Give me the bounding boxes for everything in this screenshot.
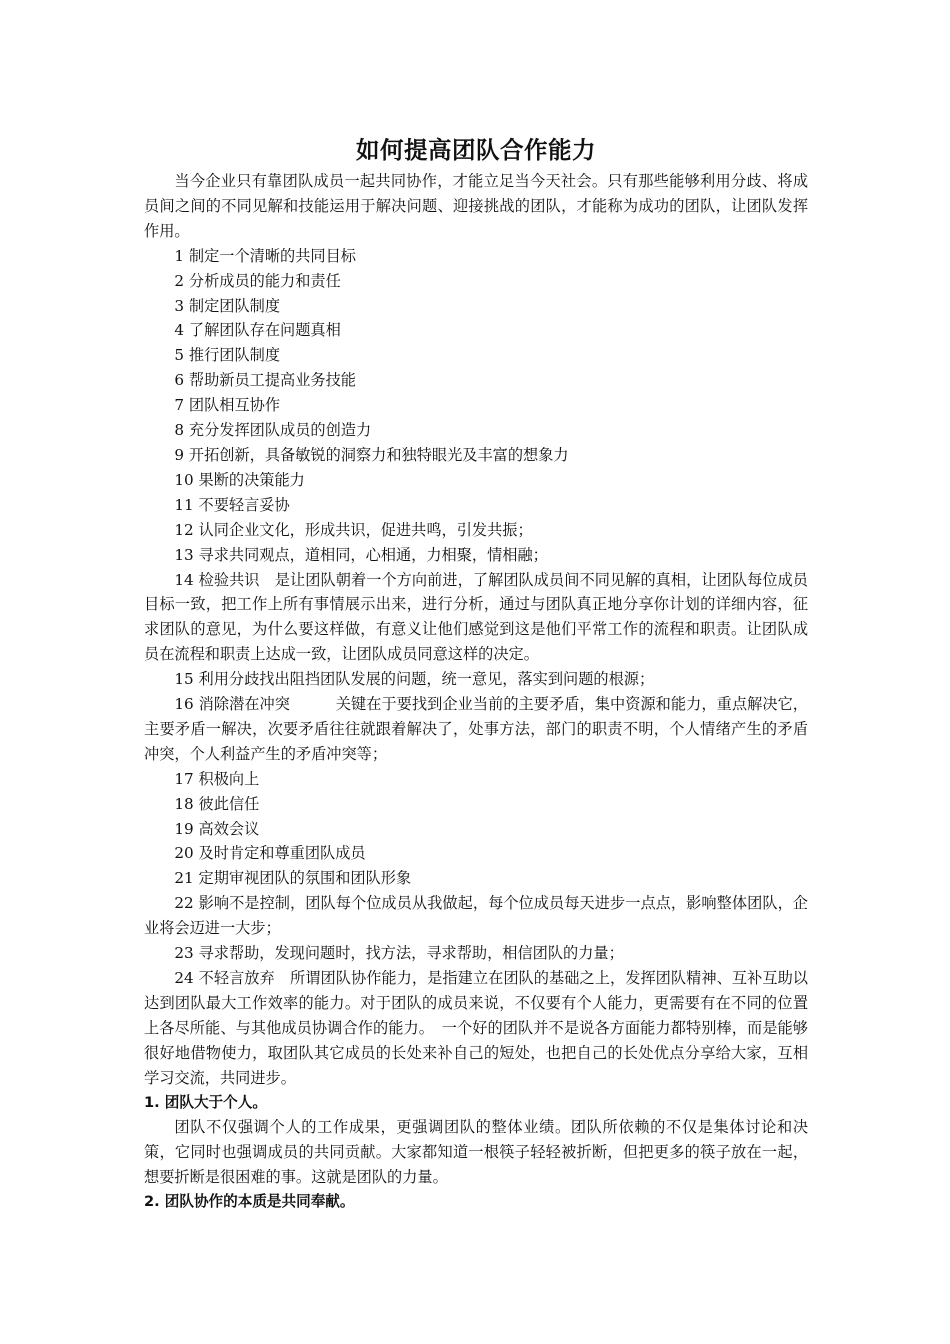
list-item-24-paragraph: 24 不轻言放弃 所谓团队协作能力，是指建立在团队的基础之上，发挥团队精神、互补互助以达到团队最大工作效率的能力。对于团队的成员来说，不仅要有个人能力，更需要有在不同的位置上各尽所能、与其他成员协调合作的能力。 一个好的团队并不是说各方面能力都特别棒，而是能够很好地借物使力，取团队其它成员的长处来补自己的短处，也把自己的长处优点分享给大家，互相学习交流，共同进步。 (144, 969, 808, 1087)
numbered-list-continued (144, 767, 808, 892)
list-item-14-paragraph: 14 检验共识 是让团队朝着一个方向前进，了解团队成员间不同见解的真相，让团队每位成员目标一致，把工作上所有事情展示出来，进行分析，通过与团队真正地分享你计划的详细内容，征求团队的意见，为什么要这样做，有意义让他们感觉到这是他们平常工作的流程和职责。让团队成员在流程和职责上达成一致，让团队成员同意这样的决定。 (144, 570, 808, 664)
list-item: 12 认同企业文化，形成共识，促进共鸣，引发共振； (174, 520, 533, 539)
list-item: 8 充分发挥团队成员的创造力 (174, 421, 372, 440)
list-item: 10 果断的决策能力 (174, 470, 305, 489)
section-1-paragraph: 团队不仅强调个人的工作成果，更强调团队的整体业绩。团队所依赖的不仅是集体讨论和决策，它同时也强调成员的共同贡献。大家都知道一根筷子轻轻被折断，但把更多的筷子放在一起，想要折断是很困难的事。这就是团队的力量。 (144, 1118, 808, 1187)
list-item: 13 寻求共同观点，道相同，心相通，力相聚，情相融； (174, 545, 548, 564)
list-item: 4 了解团队存在问题真相 (174, 321, 341, 340)
list-item: 19 高效会议 (174, 819, 260, 838)
list-item-15-paragraph: 15 利用分歧找出阻挡团队发展的问题，统一意见，落实到问题的根源； (174, 670, 655, 689)
list-item-23-paragraph: 23 寻求帮助，发现问题时，找方法，寻求帮助，相信团队的力量； (174, 944, 624, 963)
list-item-16-paragraph: 16 消除潜在冲突 关键在于要找到企业当前的主要矛盾，集中资源和能力，重点解决它，主要矛盾一解决，次要矛盾往往就跟着解决了，处事方法，部门的职责不明，个人情绪产生的矛盾冲突，个人利益产生的矛盾冲突等； (144, 695, 808, 763)
intro-paragraph: 当今企业只有靠团队成员一起共同协作，才能立足当今天社会。只有那些能够利用分歧、将成员间之间的不同见解和技能运用于解决问题、迎接挑战的团队，才能称为成功的团队，让团队发挥作用。 (144, 172, 808, 240)
list-item: 21 定期审视团队的氛围和团队形象 (174, 869, 412, 888)
list-item: 5 推行团队制度 (174, 346, 281, 365)
list-item: 7 团队相互协作 (174, 396, 281, 415)
list-item: 3 制定团队制度 (174, 296, 281, 315)
section-heading-1: 1. 团队大于个人。 (144, 1093, 267, 1111)
list-item: 2 分析成员的能力和责任 (174, 271, 341, 290)
list-item: 1 制定一个清晰的共同目标 (174, 246, 356, 265)
document-title: 如何提高团队合作能力 (356, 136, 596, 164)
list-item: 17 积极向上 (174, 769, 260, 788)
list-item: 6 帮助新员工提高业务技能 (174, 371, 356, 390)
list-item: 18 彼此信任 (174, 794, 260, 813)
list-item: 9 开拓创新，具备敏锐的洞察力和独特眼光及丰富的想象力 (174, 445, 569, 464)
list-item: 11 不要轻言妥协 (174, 495, 290, 514)
list-item: 20 及时肯定和尊重团队成员 (174, 844, 366, 863)
section-heading-2: 2. 团队协作的本质是共同奉献。 (144, 1193, 355, 1211)
numbered-list (144, 244, 808, 568)
document-body (144, 132, 808, 1215)
list-item-22-paragraph: 22 影响不是控制，团队每个位成员从我做起，每个位成员每天进步一点点，影响整体团队，企业将会迈进一大步； (144, 894, 808, 938)
